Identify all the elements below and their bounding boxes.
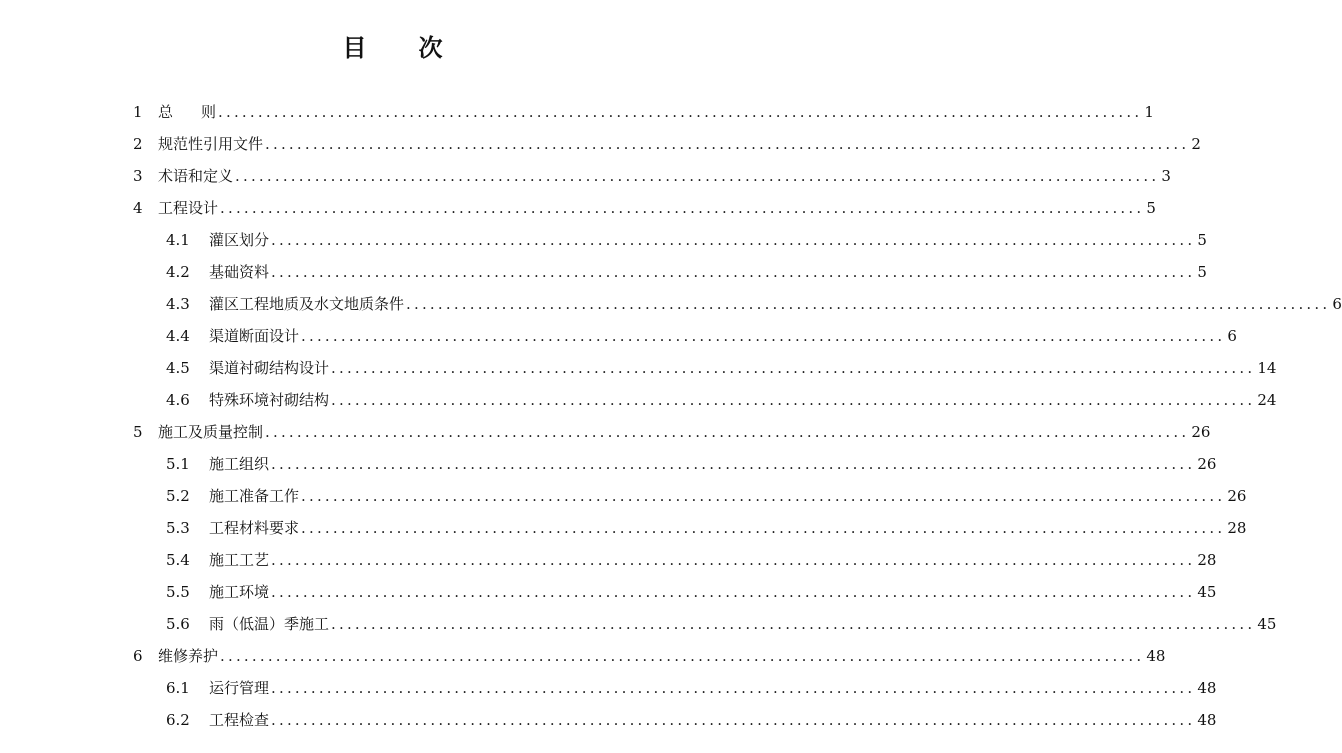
toc-entry-label: 施工工艺 bbox=[209, 551, 270, 569]
toc-entry[interactable] bbox=[0, 224, 1207, 256]
toc-entry[interactable] bbox=[0, 192, 1156, 224]
toc-entry-label-char: 总 bbox=[158, 103, 174, 121]
toc-entry-label: 工程检查 bbox=[209, 711, 270, 729]
toc-entry-leader-dots: .................................................................................................................... bbox=[301, 519, 1226, 537]
toc-entry-leader-dots: .................................................................................................................... bbox=[331, 615, 1256, 633]
toc-entry-number: 1 bbox=[133, 103, 143, 121]
toc-entry-label: 工程设计 bbox=[158, 199, 219, 217]
toc-entry-label: 规范性引用文件 bbox=[158, 135, 264, 153]
toc-entry-page-number: 26 bbox=[1191, 423, 1211, 441]
toc-entry-leader-dots: .................................................................................................................... bbox=[331, 359, 1256, 377]
toc-entry-number: 2 bbox=[133, 135, 143, 153]
toc-entry-leader-dots: .................................................................................................................... bbox=[331, 391, 1256, 409]
toc-entry-page-number: 24 bbox=[1257, 391, 1277, 409]
toc-entry-line bbox=[209, 608, 1277, 640]
toc-title-char: 次 bbox=[418, 34, 443, 62]
toc-entry-line bbox=[209, 576, 1217, 608]
toc-entry-leader-dots: .................................................................................................................... bbox=[271, 679, 1196, 697]
toc-entry[interactable] bbox=[0, 608, 1277, 640]
toc-entry[interactable] bbox=[0, 416, 1211, 448]
toc-entry-page-number: 5 bbox=[1197, 263, 1207, 281]
toc-entry-label: 渠道断面设计 bbox=[209, 327, 300, 345]
toc-entry-page-number: 48 bbox=[1197, 679, 1217, 697]
toc-entry[interactable] bbox=[0, 96, 1154, 128]
toc-entry-line bbox=[209, 480, 1247, 512]
toc-entry-leader-dots: .................................................................................................................... bbox=[301, 487, 1226, 505]
toc-entry-line bbox=[209, 288, 1342, 320]
toc-entry-label: 施工环境 bbox=[209, 583, 270, 601]
toc-entry-line bbox=[209, 544, 1217, 576]
toc-entry-number: 6 bbox=[133, 647, 143, 665]
toc-entry-label: 工程材料要求 bbox=[209, 519, 300, 537]
toc-entry-page-number: 45 bbox=[1257, 615, 1277, 633]
toc-entry[interactable] bbox=[0, 576, 1217, 608]
toc-entry-leader-dots: .................................................................................................................... bbox=[271, 551, 1196, 569]
toc-entry-page-number: 45 bbox=[1197, 583, 1217, 601]
toc-entry-page-number: 48 bbox=[1146, 647, 1166, 665]
toc-entry-label: 雨（低温）季施工 bbox=[209, 615, 330, 633]
toc-entry-number: 4.1 bbox=[166, 231, 190, 249]
toc-entry[interactable] bbox=[0, 320, 1237, 352]
toc-entry-leader-dots: .................................................................................................................... bbox=[271, 231, 1196, 249]
toc-entry-line bbox=[158, 128, 1201, 160]
toc-entry-line bbox=[158, 160, 1171, 192]
toc-entry-leader-dots: .................................................................................................................... bbox=[235, 167, 1160, 185]
toc-entry-label: 特殊环境衬砌结构 bbox=[209, 391, 330, 409]
toc-entry-page-number: 28 bbox=[1197, 551, 1217, 569]
toc-entry-page-number: 28 bbox=[1227, 519, 1247, 537]
toc-title-char: 目 bbox=[342, 34, 367, 62]
toc-entry-number: 4.2 bbox=[166, 263, 190, 281]
toc-entry[interactable] bbox=[0, 352, 1277, 384]
toc-entry-line bbox=[209, 384, 1277, 416]
toc-entry-page-number: 3 bbox=[1161, 167, 1171, 185]
toc-entry-number: 3 bbox=[133, 167, 143, 185]
toc-entry-leader-dots: .................................................................................................................... bbox=[271, 263, 1196, 281]
toc-entry-number: 6.2 bbox=[166, 711, 190, 729]
toc-entry[interactable] bbox=[0, 160, 1171, 192]
toc-entry-label: 施工组织 bbox=[209, 455, 270, 473]
toc-entry-number: 5.2 bbox=[166, 487, 190, 505]
toc-entry-label bbox=[158, 96, 216, 128]
toc-entry-page-number: 5 bbox=[1197, 231, 1207, 249]
toc-entry-leader-dots: .................................................................................................................... bbox=[406, 295, 1331, 313]
toc-entry-line bbox=[209, 672, 1217, 704]
toc-entry[interactable] bbox=[0, 256, 1207, 288]
toc-entry-number: 5.5 bbox=[166, 583, 190, 601]
toc-entry-leader-dots: .................................................................................................................... bbox=[301, 327, 1226, 345]
toc-entry-number: 4.5 bbox=[166, 359, 190, 377]
toc-title bbox=[0, 28, 785, 63]
toc-entry-page-number: 6 bbox=[1227, 327, 1237, 345]
toc-entry-number: 4 bbox=[133, 199, 143, 217]
toc-entry-number: 5 bbox=[133, 423, 143, 441]
toc-entry-leader-dots: .................................................................................................................... bbox=[220, 647, 1145, 665]
toc-entry-page-number: 14 bbox=[1257, 359, 1277, 377]
toc-entry-page-number: 48 bbox=[1197, 711, 1217, 729]
toc-entry-label: 施工准备工作 bbox=[209, 487, 300, 505]
toc-entry[interactable] bbox=[0, 384, 1277, 416]
toc-entry-leader-dots: .................................................................................................................... bbox=[220, 199, 1145, 217]
toc-entry-number: 4.3 bbox=[166, 295, 190, 313]
toc-entry-label: 灌区工程地质及水文地质条件 bbox=[209, 295, 405, 313]
toc-entry-label: 运行管理 bbox=[209, 679, 270, 697]
toc-entry-label: 维修养护 bbox=[158, 647, 219, 665]
toc-entry[interactable] bbox=[0, 640, 1166, 672]
toc-entry-page-number: 26 bbox=[1197, 455, 1217, 473]
toc-entry-page-number: 6 bbox=[1332, 295, 1342, 313]
toc-entry-leader-dots: .................................................................................................................... bbox=[271, 455, 1196, 473]
toc-entry-line bbox=[209, 704, 1217, 736]
toc-entry-line bbox=[209, 256, 1207, 288]
toc-entry-label-char: 则 bbox=[201, 103, 217, 121]
toc-entry-number: 4.6 bbox=[166, 391, 190, 409]
toc-entry-label: 施工及质量控制 bbox=[158, 423, 264, 441]
toc-entry-line bbox=[209, 352, 1277, 384]
toc-entry-number: 6.1 bbox=[166, 679, 190, 697]
toc-entry-leader-dots: .................................................................................................................... bbox=[271, 711, 1196, 729]
toc-entry-leader-dots: .................................................................................................................... bbox=[265, 135, 1190, 153]
toc-entry-page-number: 2 bbox=[1191, 135, 1201, 153]
toc-entry-label: 灌区划分 bbox=[209, 231, 270, 249]
toc-entry-line bbox=[158, 96, 1154, 128]
toc-entry[interactable] bbox=[0, 544, 1217, 576]
toc-entry-page-number: 1 bbox=[1144, 103, 1154, 121]
toc-entry-leader-dots: .................................................................................................................... bbox=[218, 103, 1143, 121]
toc-entry-line bbox=[209, 320, 1237, 352]
toc-entry-line bbox=[209, 224, 1207, 256]
toc-entry[interactable] bbox=[0, 704, 1217, 736]
toc-entry[interactable] bbox=[0, 128, 1201, 160]
toc-entry-leader-dots: .................................................................................................................... bbox=[271, 583, 1196, 601]
toc-entry-number: 4.4 bbox=[166, 327, 190, 345]
toc-entry-label: 渠道衬砌结构设计 bbox=[209, 359, 330, 377]
toc-entry-number: 5.1 bbox=[166, 455, 190, 473]
toc-entry-number: 5.3 bbox=[166, 519, 190, 537]
toc-entry-label: 术语和定义 bbox=[158, 167, 234, 185]
toc-entry-leader-dots: .................................................................................................................... bbox=[265, 423, 1190, 441]
toc-entry-line bbox=[209, 512, 1247, 544]
toc-entry-line bbox=[158, 416, 1211, 448]
toc-entry-page-number: 26 bbox=[1227, 487, 1247, 505]
toc-entry-page-number: 5 bbox=[1146, 199, 1156, 217]
toc-entry[interactable] bbox=[0, 448, 1217, 480]
toc-entry-number: 5.6 bbox=[166, 615, 190, 633]
toc-entry-line bbox=[158, 640, 1166, 672]
toc-entry[interactable] bbox=[0, 480, 1247, 512]
toc-entry-label: 基础资料 bbox=[209, 263, 270, 281]
toc-entry-number: 5.4 bbox=[166, 551, 190, 569]
toc-list bbox=[0, 96, 1342, 736]
toc-entry[interactable] bbox=[0, 288, 1342, 320]
toc-entry[interactable] bbox=[0, 672, 1217, 704]
toc-entry[interactable] bbox=[0, 512, 1247, 544]
toc-entry-line bbox=[158, 192, 1156, 224]
toc-entry-line bbox=[209, 448, 1217, 480]
